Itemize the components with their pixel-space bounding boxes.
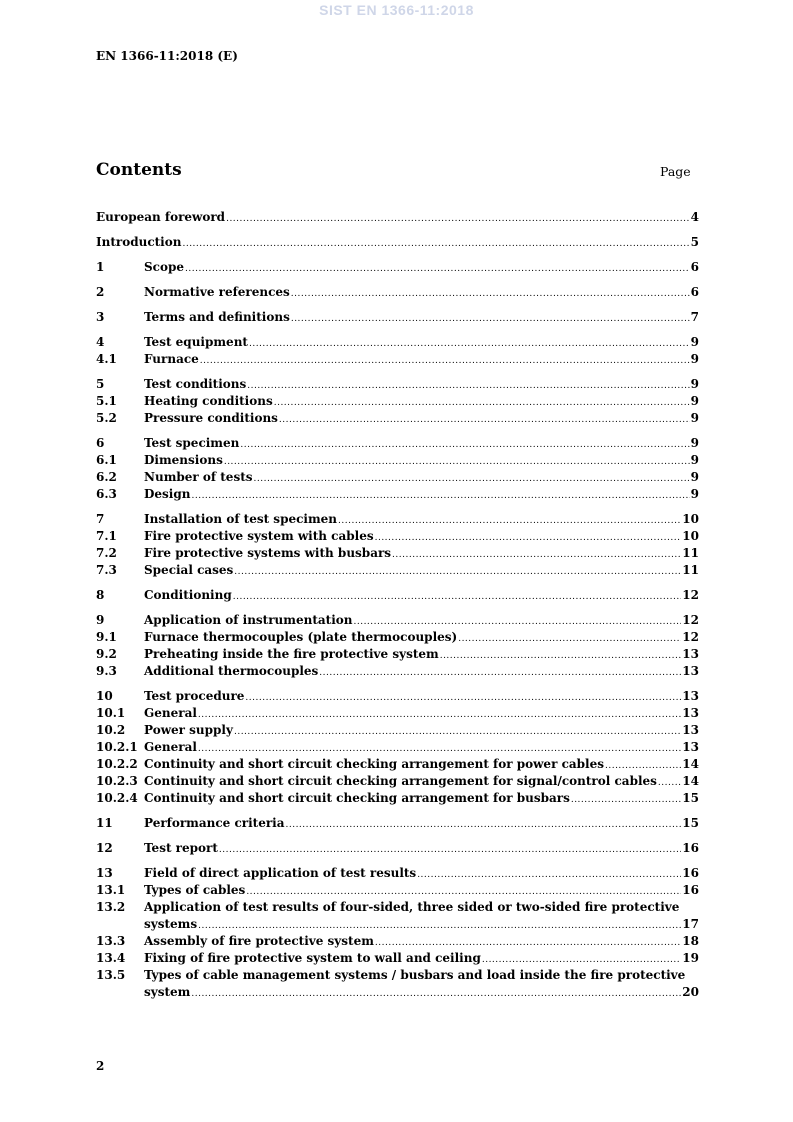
toc-entry-page: 9 xyxy=(690,352,699,366)
dot-leader xyxy=(200,351,690,370)
toc-entry[interactable] xyxy=(96,587,699,604)
toc-entry-title-continued: systems xyxy=(144,917,198,931)
toc-entry-page: 12 xyxy=(682,613,699,627)
toc-entry-page: 18 xyxy=(682,934,699,948)
toc-entry-title: Preheating inside the fire protective system xyxy=(144,647,439,661)
toc-entry-title: Pressure conditions xyxy=(144,411,278,425)
toc-entry-title: Continuity and short circuit checking arrangement for power cables xyxy=(144,757,604,771)
toc-entry-title: Special cases xyxy=(144,563,234,577)
toc-entry-number: 4 xyxy=(96,335,105,349)
toc-entry-page: 12 xyxy=(682,588,699,602)
toc-entry-number: 5.1 xyxy=(96,394,117,408)
toc-entry-page: 9 xyxy=(690,470,699,484)
toc-entry[interactable] xyxy=(96,452,699,469)
toc-entry-page: 9 xyxy=(690,487,699,501)
toc-entry-number: 13.3 xyxy=(96,934,126,948)
toc-entry[interactable] xyxy=(96,756,699,773)
toc-entry[interactable] xyxy=(96,562,699,579)
toc-entry-title: Dimensions xyxy=(144,453,223,467)
toc-entry-number: 7.3 xyxy=(96,563,117,577)
toc-entry[interactable] xyxy=(96,376,699,393)
toc-entry-number: 10.2.2 xyxy=(96,757,138,771)
dot-leader xyxy=(182,234,689,253)
dot-leader xyxy=(571,790,681,809)
toc-entry-title-continued: system xyxy=(144,985,191,999)
toc-entry-title: Introduction xyxy=(96,235,182,249)
toc-entry-page: 13 xyxy=(682,723,699,737)
toc-entry[interactable] xyxy=(96,865,699,882)
toc-entry-title: Number of tests xyxy=(144,470,253,484)
toc-entry-title: Types of cables xyxy=(144,883,246,897)
toc-entry-number: 13.5 xyxy=(96,968,126,982)
toc-entry-title: Heating conditions xyxy=(144,394,273,408)
toc-entry-title: Field of direct application of test results xyxy=(144,866,417,880)
toc-entry-page: 20 xyxy=(682,985,699,999)
toc-entry[interactable] xyxy=(96,545,699,562)
dot-leader xyxy=(219,840,681,859)
toc-entry-page: 16 xyxy=(682,866,699,880)
toc-entry-number: 6 xyxy=(96,436,105,450)
toc-entry-title: Test equipment xyxy=(144,335,248,349)
toc-entry-number: 13 xyxy=(96,866,113,880)
toc-entry-title: Continuity and short circuit checking arrangement for signal/control cables xyxy=(144,774,657,788)
toc-entry-title: Additional thermocouples xyxy=(144,664,319,678)
toc-entry[interactable] xyxy=(96,967,699,1001)
dot-leader xyxy=(234,562,681,581)
toc-entry[interactable] xyxy=(96,284,699,301)
toc-group xyxy=(96,334,699,368)
toc-entry-page: 17 xyxy=(682,917,699,931)
toc-entry-page: 9 xyxy=(690,453,699,467)
toc-group xyxy=(96,587,699,604)
toc-entry-title: Fixing of fire protective system to wall and ceiling xyxy=(144,951,481,965)
toc-entry-page: 15 xyxy=(682,816,699,830)
toc-entry-number: 7.2 xyxy=(96,546,117,560)
toc-entry-number: 10.2.1 xyxy=(96,740,138,754)
toc-entry[interactable] xyxy=(96,646,699,663)
toc-group xyxy=(96,309,699,326)
toc-entry-number: 7 xyxy=(96,512,105,526)
toc-group xyxy=(96,612,699,680)
dot-leader xyxy=(226,209,690,228)
toc-entry-page: 6 xyxy=(690,260,699,274)
toc-entry-number: 9.3 xyxy=(96,664,117,678)
toc-entry-number: 4.1 xyxy=(96,352,117,366)
toc-entry[interactable] xyxy=(96,705,699,722)
page-column-label: Page xyxy=(660,164,691,179)
toc-entry-number: 12 xyxy=(96,841,113,855)
toc-entry-page: 14 xyxy=(682,757,699,771)
toc-entry-page: 10 xyxy=(682,512,699,526)
toc-entry[interactable] xyxy=(96,722,699,739)
toc-entry-number: 9.2 xyxy=(96,647,117,661)
toc-entry[interactable] xyxy=(96,309,699,326)
toc-entry-title: Furnace xyxy=(144,352,199,366)
toc-entry-title: Test procedure xyxy=(144,689,245,703)
toc-entry-title: General xyxy=(144,706,197,720)
dot-leader xyxy=(319,663,681,682)
toc-entry[interactable] xyxy=(96,351,699,368)
toc-entry-title: Performance criteria xyxy=(144,816,285,830)
page-number: 2 xyxy=(96,1059,105,1073)
toc-entry-page: 11 xyxy=(682,546,699,560)
toc-entry[interactable] xyxy=(96,435,699,452)
toc-entry-number: 13.1 xyxy=(96,883,126,897)
toc-entry-number: 13.2 xyxy=(96,900,126,914)
toc-entry-number: 6.2 xyxy=(96,470,117,484)
toc-group xyxy=(96,284,699,301)
toc-entry[interactable] xyxy=(96,259,699,276)
toc-entry[interactable] xyxy=(96,933,699,950)
toc-entry-number: 13.4 xyxy=(96,951,126,965)
toc-entry-number: 5.2 xyxy=(96,411,117,425)
toc-entry-title: Terms and definitions xyxy=(144,310,290,324)
toc-entry-page: 6 xyxy=(690,285,699,299)
toc-entry-number: 10.2 xyxy=(96,723,126,737)
table-of-contents xyxy=(96,209,699,1009)
toc-entry[interactable] xyxy=(96,612,699,629)
toc-entry-number: 5 xyxy=(96,377,105,391)
toc-entry-number: 6.3 xyxy=(96,487,117,501)
toc-group xyxy=(96,259,699,276)
dot-leader xyxy=(279,410,690,429)
toc-entry-title: Continuity and short circuit checking arrangement for busbars xyxy=(144,791,570,805)
toc-entry[interactable] xyxy=(96,629,699,646)
toc-group xyxy=(96,511,699,579)
toc-entry-number: 6.1 xyxy=(96,453,117,467)
toc-entry-title: Furnace thermocouples (plate thermocouples) xyxy=(144,630,458,644)
toc-group xyxy=(96,209,699,226)
toc-entry[interactable] xyxy=(96,815,699,832)
dot-leader xyxy=(291,309,690,328)
toc-entry-title: Conditioning xyxy=(144,588,232,602)
toc-entry-page: 13 xyxy=(682,664,699,678)
dot-leader xyxy=(185,259,690,278)
toc-entry-title: Fire protective systems with busbars xyxy=(144,546,392,560)
toc-entry-page: 16 xyxy=(682,883,699,897)
dot-leader xyxy=(291,284,690,303)
toc-entry[interactable] xyxy=(96,773,699,790)
toc-entry-number: 10.2.3 xyxy=(96,774,138,788)
dot-leader xyxy=(285,815,681,834)
toc-entry-title: Test conditions xyxy=(144,377,247,391)
toc-entry[interactable] xyxy=(96,234,699,251)
contents-heading: Contents xyxy=(96,160,182,180)
toc-entry[interactable] xyxy=(96,882,699,899)
toc-entry-number: 10 xyxy=(96,689,113,703)
dot-leader xyxy=(233,587,682,606)
toc-entry-page: 14 xyxy=(682,774,699,788)
toc-entry-title: Normative references xyxy=(144,285,290,299)
toc-entry-number: 10.1 xyxy=(96,706,126,720)
toc-entry-number: 11 xyxy=(96,816,113,830)
toc-entry-number: 9 xyxy=(96,613,105,627)
toc-group xyxy=(96,435,699,503)
toc-entry[interactable] xyxy=(96,663,699,680)
toc-entry-page: 15 xyxy=(682,791,699,805)
toc-entry-title: Fire protective system with cables xyxy=(144,529,374,543)
dot-leader xyxy=(191,984,681,1003)
document-id: EN 1366-11:2018 (E) xyxy=(96,49,238,63)
toc-entry-page: 5 xyxy=(690,235,699,249)
toc-entry-title: Power supply xyxy=(144,723,233,737)
toc-entry-page: 9 xyxy=(690,394,699,408)
toc-entry-number: 8 xyxy=(96,588,105,602)
toc-entry[interactable] xyxy=(96,950,699,967)
toc-entry-title: Design xyxy=(144,487,191,501)
toc-entry-title: Test specimen xyxy=(144,436,240,450)
toc-entry[interactable] xyxy=(96,840,699,857)
toc-entry-page: 9 xyxy=(690,411,699,425)
toc-entry[interactable] xyxy=(96,393,699,410)
toc-entry[interactable] xyxy=(96,334,699,351)
toc-entry-title: Application of instrumentation xyxy=(144,613,353,627)
toc-entry-page: 7 xyxy=(690,310,699,324)
toc-entry-title: European foreword xyxy=(96,210,226,224)
toc-entry[interactable] xyxy=(96,739,699,756)
toc-group xyxy=(96,234,699,251)
toc-entry-title: Assembly of fire protective system xyxy=(144,934,374,948)
toc-entry-title: Types of cable management systems / busbars and load inside the fire protective xyxy=(144,968,686,982)
toc-entry-page: 13 xyxy=(682,706,699,720)
watermark: SIST EN 1366-11:2018 xyxy=(319,2,474,18)
toc-entry-page: 9 xyxy=(690,335,699,349)
toc-entry[interactable] xyxy=(96,410,699,427)
toc-entry[interactable] xyxy=(96,899,699,933)
toc-entry-page: 9 xyxy=(690,436,699,450)
toc-entry-title: Application of test results of four-sided, three sided or two-sided fire protective xyxy=(144,900,680,914)
toc-entry-page: 13 xyxy=(682,647,699,661)
toc-entry-number: 1 xyxy=(96,260,105,274)
toc-entry-title: Test report xyxy=(144,841,218,855)
toc-entry-page: 11 xyxy=(682,563,699,577)
toc-entry-title: Installation of test specimen xyxy=(144,512,338,526)
toc-entry-page: 12 xyxy=(682,630,699,644)
toc-entry-number: 9.1 xyxy=(96,630,117,644)
toc-entry-page: 9 xyxy=(690,377,699,391)
toc-entry-page: 19 xyxy=(682,951,699,965)
toc-group xyxy=(96,376,699,427)
toc-entry[interactable] xyxy=(96,469,699,486)
dot-leader xyxy=(191,486,689,505)
toc-group xyxy=(96,840,699,857)
toc-group xyxy=(96,688,699,807)
toc-entry[interactable] xyxy=(96,528,699,545)
toc-entry[interactable] xyxy=(96,511,699,528)
toc-entry-number: 7.1 xyxy=(96,529,117,543)
toc-entry-page: 4 xyxy=(690,210,699,224)
toc-entry-title: Scope xyxy=(144,260,185,274)
toc-entry-page: 13 xyxy=(682,689,699,703)
toc-entry-number: 10.2.4 xyxy=(96,791,138,805)
toc-entry-page: 10 xyxy=(682,529,699,543)
toc-entry-page: 13 xyxy=(682,740,699,754)
toc-entry-page: 16 xyxy=(682,841,699,855)
toc-entry[interactable] xyxy=(96,688,699,705)
toc-entry[interactable] xyxy=(96,790,699,807)
toc-entry[interactable] xyxy=(96,486,699,503)
toc-entry[interactable] xyxy=(96,209,699,226)
toc-entry-number: 2 xyxy=(96,285,105,299)
toc-group xyxy=(96,815,699,832)
toc-entry-title: General xyxy=(144,740,197,754)
toc-entry-number: 3 xyxy=(96,310,105,324)
toc-group xyxy=(96,865,699,1001)
